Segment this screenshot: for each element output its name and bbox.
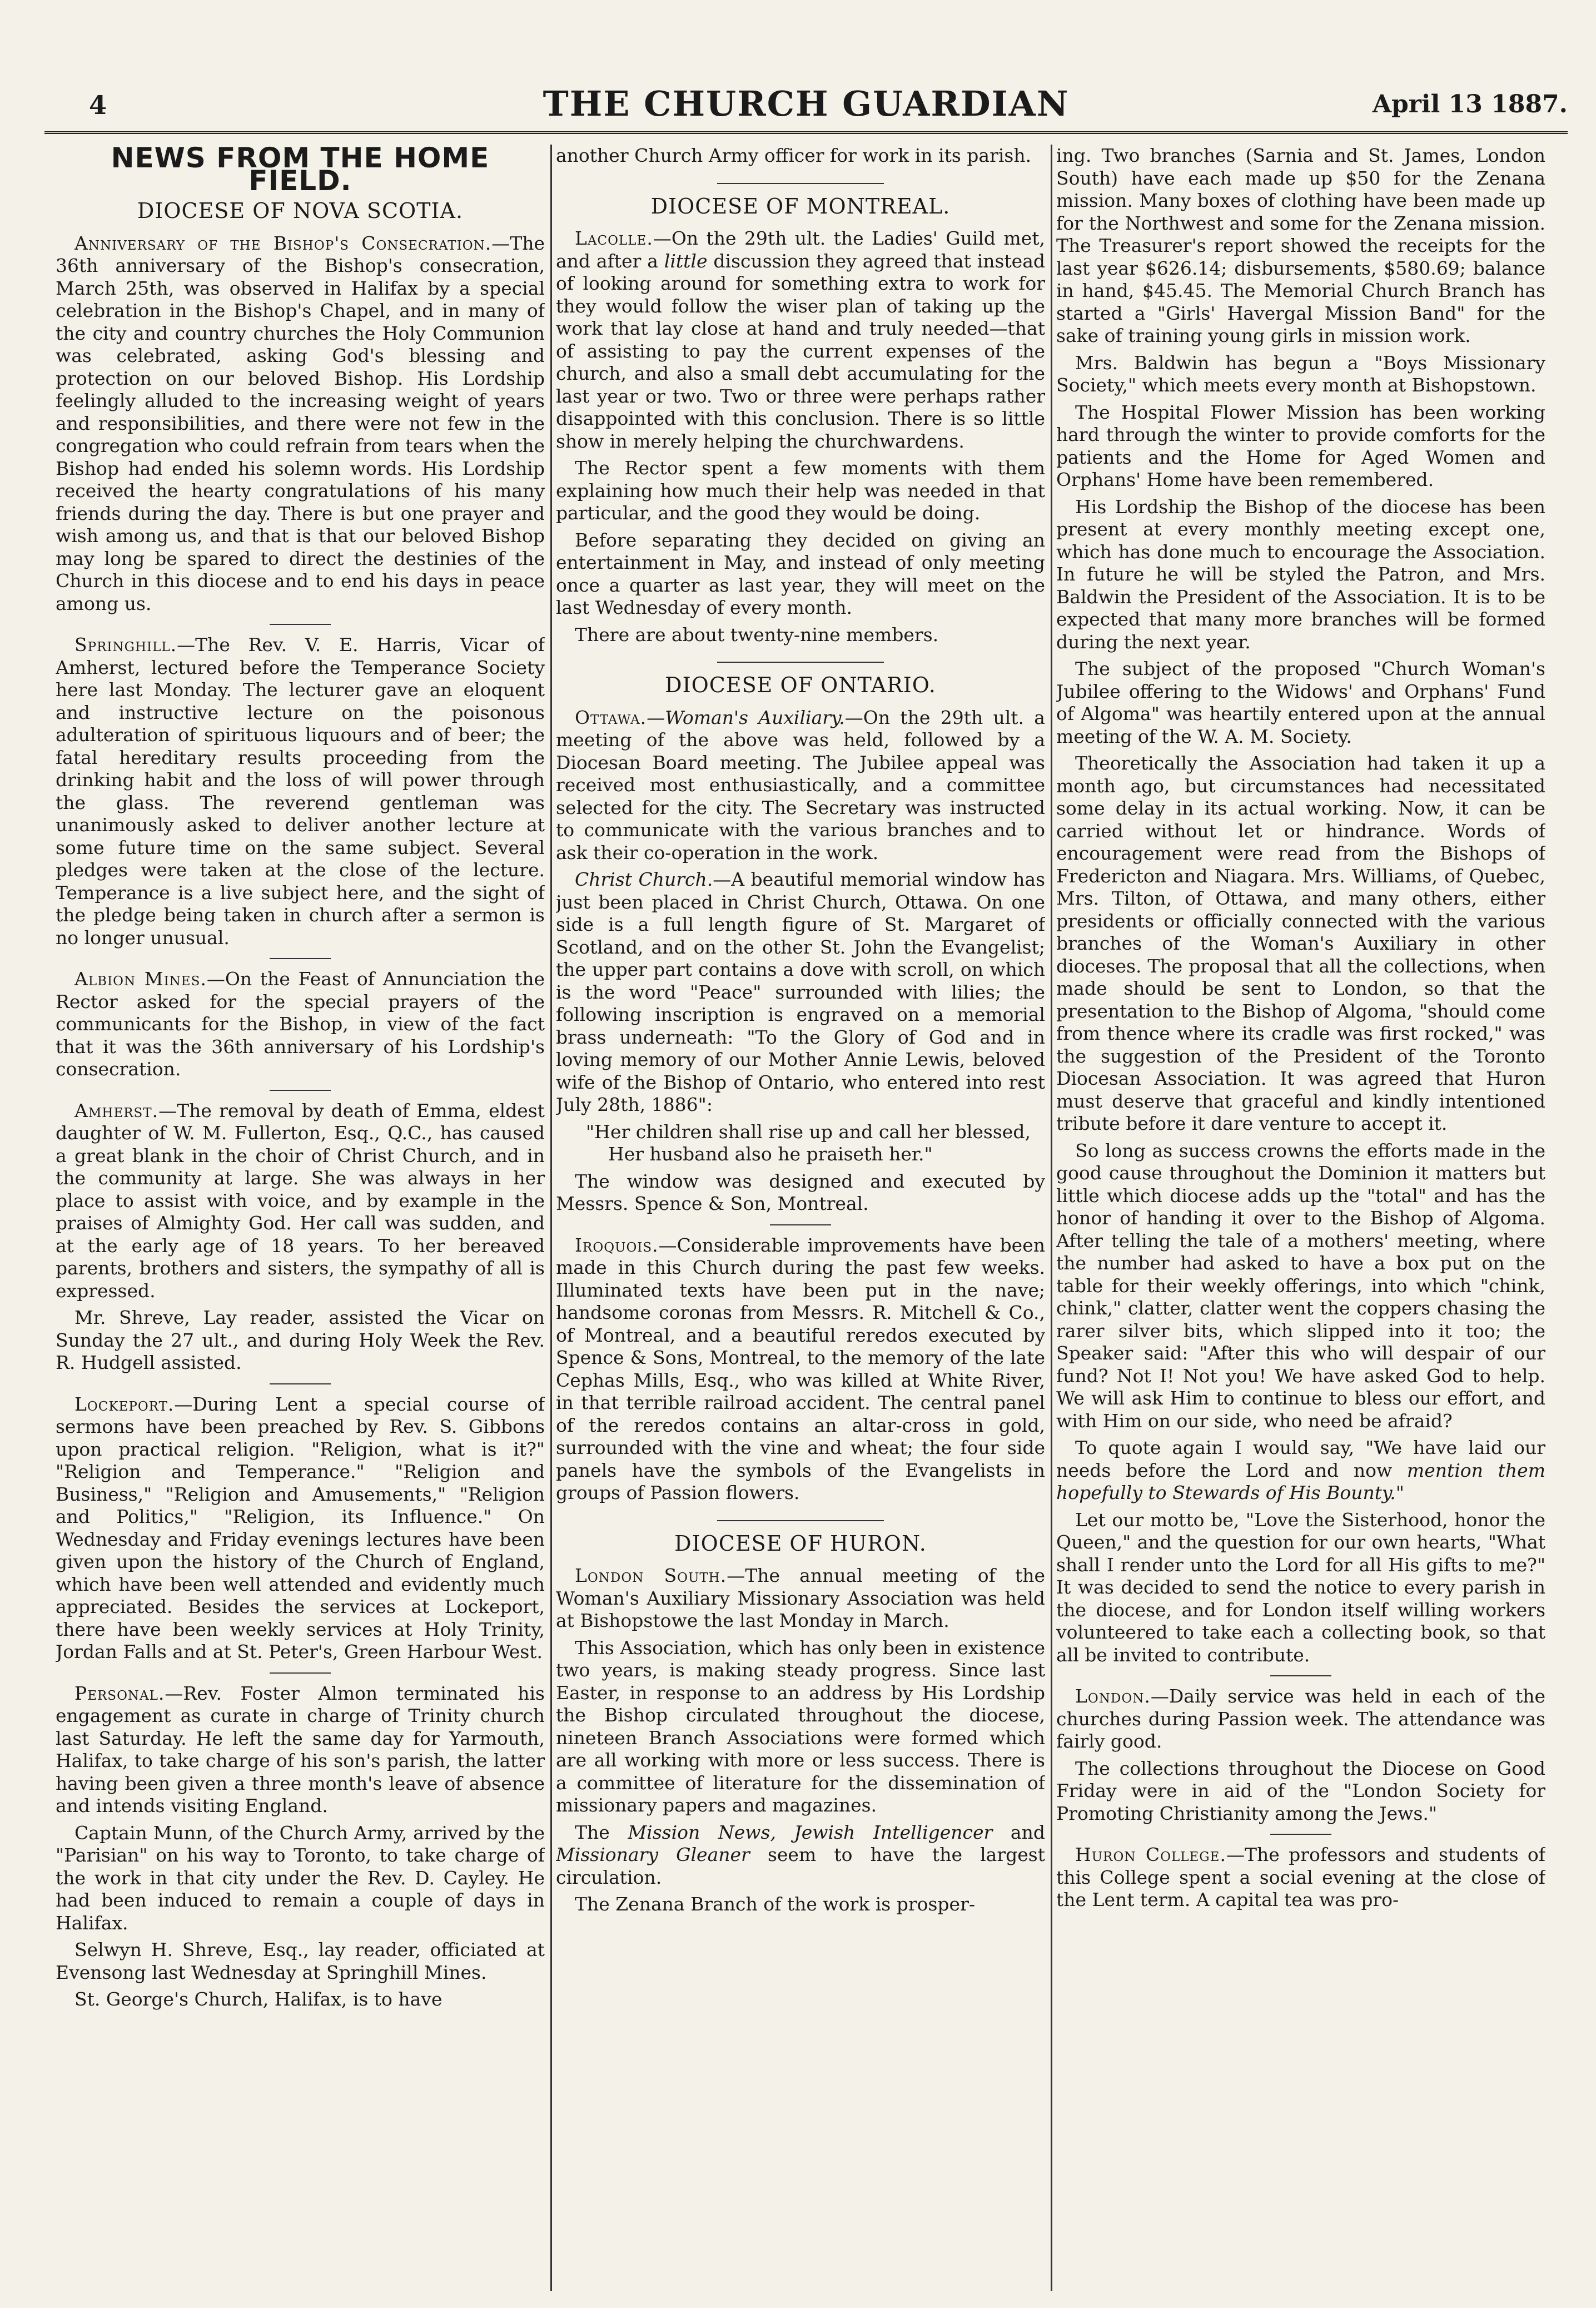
- paragraph: Let our motto be, "Love the Sisterhood, honor the Queen," and the question for our own hearts, "What shall I render unto the Lord for all His gifts to me?" It was decided to send the notice to every parish in the diocese, and for London itself willing workers volunteered to take each a collecting book, so that all be invited to contribute.: [1056, 1508, 1545, 1666]
- paragraph-text: —On the 29th ult. a meeting of the above was held, followed by a Diocesan Board meeting. The Jubilee appeal was received most enthusiastically, and a committee selected for the city. The Secretary was instructed to communicate with the various branches and to ask their co-operation in the work.: [556, 706, 1045, 863]
- divider: [270, 624, 331, 625]
- paragraph: another Church Army officer for work in its parish.: [556, 145, 1032, 166]
- paragraph: The Zenana Branch of the work is prosper-: [575, 1893, 976, 1915]
- paragraph-lead: Springhill.: [74, 634, 177, 656]
- page-header: [44, 83, 1568, 134]
- paragraph-text: The: [575, 1821, 628, 1843]
- masthead-title: THE CHURCH GUARDIAN: [543, 83, 1070, 124]
- divider: [717, 183, 884, 184]
- divider: [717, 662, 884, 663]
- column-2: [556, 145, 1045, 2291]
- paragraph: ing. Two branches (Sarnia and St. James, London South) have each made up $50 for the Zenana mission. Many boxes of clothing have been made up for the Northwest and some for the Zenana mission. The Treasurer's report showed the receipts for the last year $626.14; disbursements, $580.69; balance in hand, $45.45. The Memorial Church Branch has started a "Girls' Havergal Mission Band" for the sake of training young girls in mission work.: [1056, 145, 1545, 346]
- paragraph: The subject of the proposed "Church Woman's Jubilee offering to the Widows' and Orphans' Fund of Algoma" was heartily entered upon at the annual meeting of the W. A. M. Society.: [1056, 658, 1545, 747]
- column-3: [1056, 145, 1545, 2291]
- paragraph: [56, 634, 545, 949]
- paragraph: Before separating they decided on giving an entertainment in May, and instead of only meeting once a quarter as last year, they will meet on the last Wednesday of every month.: [556, 529, 1045, 618]
- diocese-heading: DIOCESE OF MONTREAL.: [650, 193, 951, 219]
- paragraph-text: —The Rev. V. E. Harris, Vicar of Amherst, lectured before the Temperance Society here last Monday. The lecturer gave an eloquent and instructive lecture on the poisonous adulteration of spirituous liquours and of beer; the fatal hereditary results proceeding from the drinking habit and the loss of will power through the glass. The reverend gentleman was unanimously asked to deliver another lecture at some future time on the same subject. Several pledges were taken at the close of the lecture. Temperance is a live subject here, and the sight of the pledge being taken in church after a sermon is no longer unusual.: [56, 634, 545, 949]
- paragraph-text: —The 36th anniversary of the Bishop's consecration, March 25th, was observed in Halifax by a special celebration in the Bishop's Chapel, and in many of the city and country churches the Holy Communion was celebrated, asking God's blessing and protection on our beloved Bishop. His Lordship feelingly alluded to the increasing weight of years and responsibilities, and there were not few in the congregation who could refrain from tears when the Bishop had ended his solemn words. His Lordship received the hearty congratulations of his many friends during the day. There is but one prayer and wish among us, and that is that our beloved Bishop may long be spared to direct the destinies of the Church in this diocese and to end his days in peace among us.: [56, 232, 545, 614]
- divider: [270, 958, 331, 959]
- emphasis-text: —Woman's Auxiliary.: [647, 706, 845, 728]
- emphasis-text: little: [664, 250, 708, 272]
- divider: [270, 1090, 331, 1091]
- paragraph: This Association, which has only been in existence two years, is making steady progress. Since last Easter, in response to an address by His Lordship the Bishop circulated throughout the diocese, nineteen Branch Associations were formed which are all working with more or less success. There is a committee of literature for the dissemination of missionary papers and magazines.: [556, 1636, 1045, 1816]
- column-rule: [550, 145, 552, 2291]
- paragraph-text: —The removal by death of Emma, eldest daughter of W. M. Fullerton, Esq., Q.C., has caused a great blank in the choir of Christ Church, and in the community at large. She was always in her place to assist with voice, and by example in the praises of Almighty God. Her call was sudden, and at the early age of 18 years. To her bereaved parents, brothers and sisters, the sympathy of all is expressed.: [56, 1099, 545, 1302]
- paragraph-lead: Ottawa.: [575, 706, 647, 728]
- paragraph: Captain Munn, of the Church Army, arrived by the "Parisian" on his way to Toronto, to take charge of the work in that city under the Rev. D. Cayley. He had been induced to remain a couple of days in Halifax.: [56, 1821, 545, 1934]
- paragraph: [556, 227, 1045, 453]
- paragraph: [56, 1393, 545, 1664]
- paragraph-text: —The professors and students of this College spent a social evening at the close of the Lent term. A capital tea was pro-: [1056, 1844, 1545, 1910]
- emphasis-text: Christ Church.: [575, 868, 713, 890]
- column-rule: [1051, 145, 1052, 2291]
- paragraph: The Hospital Flower Mission has been working hard through the winter to provide comforts for the patients and the Home for Aged Women and Orphans' Home have been remembered.: [1056, 401, 1545, 490]
- divider: [1270, 1675, 1331, 1676]
- issue-date: April 13 1887.: [1372, 90, 1568, 118]
- paragraph-text: ": [1395, 1482, 1404, 1503]
- paragraph: Selwyn H. Shreve, Esq., lay reader, officiated at Evensong last Wednesday at Springhill Mines.: [56, 1939, 545, 1983]
- divider: [270, 1672, 331, 1674]
- paragraph: The Rector spent a few moments with them explaining how much their help was needed in that particular, and the good they would be doing.: [556, 457, 1045, 524]
- column-1: [56, 145, 545, 2291]
- paragraph-text: —Rev. Foster Almon terminated his engagement as curate in charge of Trinity church last Saturday. He left the same day for Yarmouth, Halifax, to take charge of his son's parish, the latter having been given a three month's leave of absence and intends visiting England.: [56, 1682, 545, 1816]
- paragraph: The window was designed and executed by Messrs. Spence & Son, Montreal.: [556, 1170, 1045, 1214]
- paragraph: [1056, 1437, 1545, 1505]
- verse-line: Her husband also he praiseth her.": [608, 1143, 933, 1165]
- paragraph-lead: Lockeport.: [74, 1393, 175, 1415]
- paragraph: [556, 707, 1045, 865]
- paragraph: [1056, 1844, 1545, 1912]
- paragraph-lead: Iroquois.: [575, 1234, 659, 1256]
- paragraph-text: —On the Feast of Annunciation the Rector asked for the special prayers of the communicants for the Bishop, in view of the fact that it was the 36th anniversary of his Lordship's consecration.: [56, 968, 545, 1080]
- paragraph: St. George's Church, Halifax, is to have: [74, 1988, 442, 2010]
- paragraph-lead: Lacolle.: [575, 227, 653, 249]
- paragraph-lead: Personal.: [74, 1682, 165, 1704]
- paragraph-text: —A beautiful memorial window has just been placed in Christ Church, Ottawa. On one side is a full length figure of St. Margaret of Scotland, and on the other St. John the Evangelist; the upper part contains a dove with scroll, on which is the word "Peace" surrounded with lilies; the following inscription is engraved on a memorial brass underneath: "To the Glory of God and in loving memory of our Mother Annie Lewis, beloved wife of the Bishop of Ontario, who entered into rest July 28th, 1886":: [556, 868, 1045, 1115]
- paragraph: So long as success crowns the efforts made in the good cause throughout the Dominion it matters but little which diocese adds up the "total" and has the honor of handing it over to the Bishop of Algoma. After telling the tale of a mothers' meeting, where the number had asked to have a box put on the table for their weekly offerings, into which "chink, chink," clatter, clatter went the coppers chasing the rarer silver bits, which slipped into it too; the Speaker said: "After this who will despair of our fund? Not I! Not you! We have asked God to help. We will ask Him to continue to bless our effort, and with Him on our side, who need be afraid?: [1056, 1139, 1545, 1432]
- paragraph-lead: Anniversary of the Bishop's Consecration.: [74, 232, 492, 254]
- paragraph-text: —During Lent a special course of sermons have been preached by Rev. S. Gibbons upon practical religion. "Religion, what is it?" "Religion and Temperance." "Religion and Business," "Religion and Amusements," "Religion and Politics," "Religion, its Influence." On Wednesday and Friday evenings lectures have been given upon the history of the Church of England, which have been well attended and evidently much appreciated. Besides the services at Lockeport, there have been weekly services at Holy Trinity, Jordan Falls and at St. Peter's, Green Harbour West.: [56, 1393, 545, 1662]
- page-number: 4: [89, 90, 107, 120]
- paragraph: [556, 868, 1045, 1116]
- paragraph: The collections throughout the Diocese on Good Friday were in aid of the "London Society for Promoting Christianity among the Jews.": [1056, 1757, 1545, 1824]
- paragraph: There are about twenty-nine members.: [575, 623, 939, 646]
- diocese-heading: DIOCESE OF ONTARIO.: [665, 673, 936, 697]
- paragraph: Mr. Shreve, Lay reader, assisted the Vicar on Sunday the 27 ult., and during Holy Week the Rev. R. Hudgell assisted.: [56, 1307, 545, 1373]
- paragraph-text: discussion they agreed that instead of looking around for something extra to work for they would follow the wiser plan of taking up the work that lay close at hand and truly needed—that of assisting to pay the current expenses of the church, and also a small debt accumulating for the last year or two. Two or three were perhaps rather disappointed with this conclusion. There is so little show in merely helping the churchwardens.: [556, 250, 1045, 452]
- emphasis-text: Missionary Gleaner: [556, 1844, 750, 1865]
- paragraph: [56, 232, 545, 616]
- paragraph: [56, 968, 545, 1081]
- paragraph: [1056, 1685, 1545, 1753]
- section-title: NEWS FROM THE HOME FIELD.: [111, 145, 490, 197]
- paragraph-text: —Daily service was held in each of the churches during Passion week. The attendance was fairly good.: [1056, 1685, 1545, 1752]
- divider: [1270, 1834, 1331, 1835]
- paragraph: [556, 1821, 1045, 1889]
- emphasis-text: Mission News, Jewish Intelligencer: [628, 1821, 993, 1843]
- paragraph-text: and: [992, 1821, 1045, 1843]
- divider: [770, 1224, 831, 1225]
- paragraph-lead: London South.: [575, 1565, 727, 1586]
- paragraph-lead: Amherst.: [74, 1099, 159, 1121]
- paragraph-lead: Albion Mines.: [74, 968, 207, 990]
- divider: [717, 1520, 884, 1521]
- paragraph-lead: Huron College.: [1075, 1844, 1226, 1865]
- paragraph: [56, 1100, 545, 1303]
- paragraph-text: To quote again I would say, "We have laid our needs before the Lord and now: [1056, 1437, 1545, 1481]
- paragraph: [556, 1234, 1045, 1505]
- paragraph-lead: London.: [1075, 1685, 1151, 1707]
- verse-line: "Her children shall rise up and call her blessed,: [586, 1120, 1031, 1143]
- verse-quote: [556, 1121, 1045, 1166]
- diocese-heading: DIOCESE OF HURON.: [674, 1531, 927, 1556]
- paragraph: His Lordship the Bishop of the diocese has been present at every monthly meeting except one, which has done much to encourage the Association. In future he will be styled the Patron, and Mrs. Baldwin the President of the Association. It is to be expected that many more branches will be formed during the next year.: [1056, 495, 1545, 653]
- paragraph: Theoretically the Association had taken it up a month ago, but circumstances had necessitated some delay in its actual working. Now, it can be carried without let or hindrance. Words of encouragement were read from the Bishops of Fredericton and Niagara. Mrs. Williams, of Quebec, Mrs. Tilton, of Ottawa, and many others, either presidents or officially connected with the various branches of the Woman's Auxiliary in other dioceses. The proposal that all the collections, when made should be sent to London, so that the presentation to the Bishop of Algoma, "should come from thence where its cradle was first rocked," was the suggestion of the President of the Toronto Diocesan Association. It was agreed that Huron must deserve that graceful and kindly intentioned tribute before it dare venture to accept it.: [1056, 752, 1545, 1134]
- paragraph-text: —Considerable improvements have been made in this Church during the past few weeks. Illuminated texts have been put in the nave; handsome coronas from Messrs. R. Mitchell & Co., of Montreal, and a beautiful reredos executed by Spence & Sons, Montreal, to the memory of the late Cephas Mills, Esq., who was killed at White River, in that terrible railroad accident. The central panel of the reredos contains an altar-cross in gold, surrounded with the vine and wheat; the four side panels have the symbols of the Evangelists in groups of Passion flowers.: [556, 1234, 1045, 1503]
- paragraph-text: —On the 29th ult. the Ladies' Guild met, and after a: [556, 227, 1045, 272]
- paragraph-text: —The annual meeting of the Woman's Auxiliary Missionary Association was held at Bishopstowe the last Monday in March.: [556, 1565, 1045, 1631]
- paragraph-text: seem to have the largest circulation.: [556, 1844, 1045, 1888]
- diocese-heading: DIOCESE OF NOVA SCOTIA.: [137, 198, 464, 223]
- paragraph: Mrs. Baldwin has begun a "Boys Missionary Society," which meets every month at Bishopstown.: [1056, 351, 1545, 396]
- paragraph: [556, 1565, 1045, 1632]
- emphasis-text: mention them hopefully to Stewards of His Bounty.: [1056, 1459, 1545, 1503]
- divider: [270, 1383, 331, 1384]
- paragraph: [56, 1682, 545, 1818]
